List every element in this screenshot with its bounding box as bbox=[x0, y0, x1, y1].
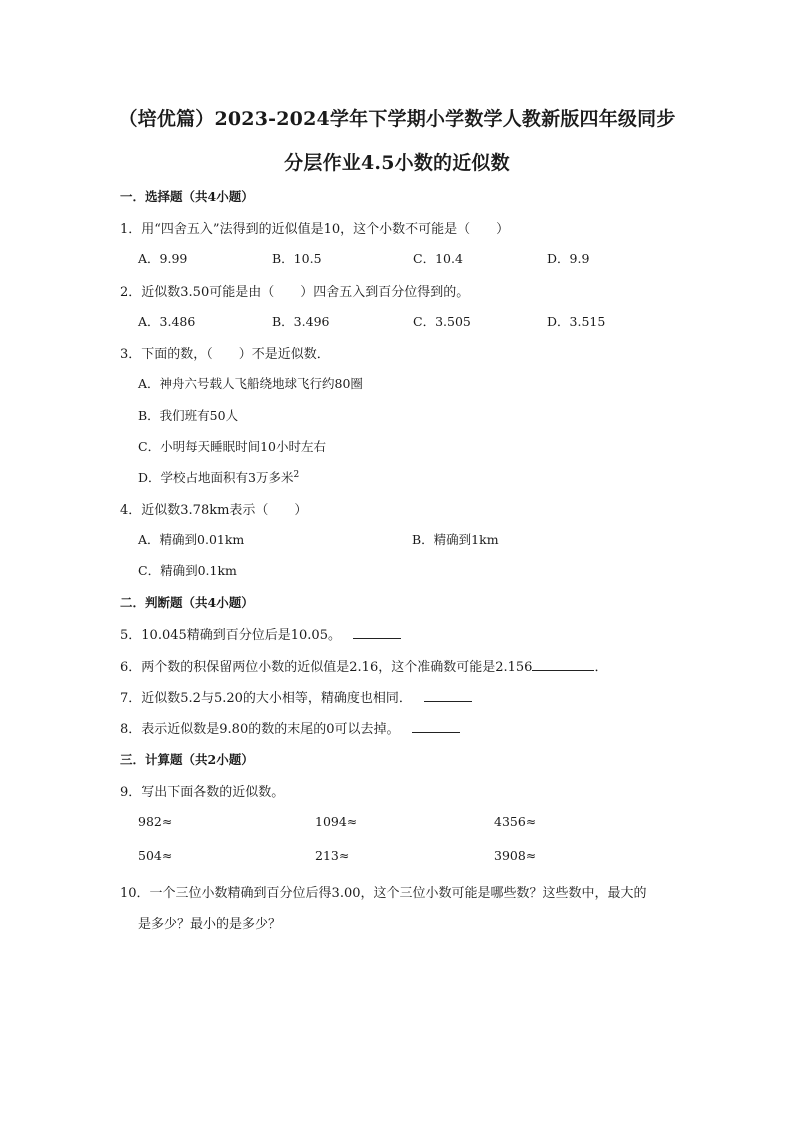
question-3-option-b: B．我们班有50人 bbox=[138, 408, 239, 423]
question-2-stem: 2．近似数3.50可能是由（ ）四舍五入到百分位得到的。 bbox=[120, 285, 470, 300]
question-1-option-c: C．10.4 bbox=[413, 251, 463, 266]
question-4-option-a: A．精确到0.01km bbox=[138, 532, 245, 547]
section-heading-choice: 一．选择题（共4小题） bbox=[120, 189, 254, 204]
question-3-option-c: C．小明每天睡眠时间10小时左右 bbox=[138, 439, 326, 454]
question-2-option-c: C．3.505 bbox=[413, 314, 471, 329]
doc-title-line1: （培优篇）2023-2024学年下学期小学数学人教新版四年级同步 bbox=[118, 108, 676, 130]
question-8-stem: 8．表示近似数是9.80的数的末尾的0可以去掉。 bbox=[120, 722, 400, 737]
question-3-option-d-text: D．学校占地面积有3万多米 bbox=[138, 470, 294, 485]
question-6-end: ． bbox=[594, 660, 608, 675]
question-1-stem: 1．用“四舍五入”法得到的近似值是10，这个小数不可能是（ ） bbox=[120, 222, 510, 237]
approx-item: 982≈ bbox=[138, 814, 173, 829]
question-5-stem: 5．10.045精确到百分位后是10.05。 bbox=[120, 628, 341, 643]
question-1-option-a: A．9.99 bbox=[138, 251, 188, 266]
approx-item: 504≈ bbox=[138, 848, 173, 863]
question-9-stem: 9．写出下面各数的近似数。 bbox=[120, 785, 285, 800]
answer-blank[interactable] bbox=[412, 720, 460, 733]
question-2-option-d: D．3.515 bbox=[547, 314, 606, 329]
square-unit-superscript: 2 bbox=[293, 469, 300, 480]
question-8 bbox=[120, 718, 460, 737]
question-4-stem: 4．近似数3.78km表示（ ） bbox=[120, 503, 308, 518]
question-10-line1: 10．一个三位小数精确到百分位后得3.00，这个三位小数可能是哪些数？这些数中，最大的 bbox=[120, 886, 647, 901]
question-5 bbox=[120, 624, 401, 643]
question-3-stem: 3．下面的数，（ ）不是近似数． bbox=[120, 347, 330, 362]
approx-item: 213≈ bbox=[315, 848, 350, 863]
question-6 bbox=[120, 656, 607, 675]
answer-blank[interactable] bbox=[424, 689, 472, 702]
answer-blank[interactable] bbox=[353, 626, 401, 639]
question-4-option-b: B．精确到1km bbox=[412, 532, 499, 547]
question-7 bbox=[120, 687, 472, 706]
question-4-option-c: C．精确到0.1km bbox=[138, 563, 237, 578]
question-1-option-d: D．9.9 bbox=[547, 251, 590, 266]
section-heading-calculation: 三．计算题（共2小题） bbox=[120, 752, 254, 767]
question-1-option-b: B．10.5 bbox=[272, 251, 322, 266]
question-3-option-a: A．神舟六号载人飞船绕地球飞行约80圈 bbox=[138, 376, 363, 391]
section-heading-judgment: 二．判断题（共4小题） bbox=[120, 595, 254, 610]
question-10-line2: 是多少？最小的是多少？ bbox=[138, 917, 282, 932]
question-3-option-d bbox=[138, 468, 299, 486]
approx-item: 3908≈ bbox=[494, 848, 537, 863]
doc-title-line2: 分层作业4.5小数的近似数 bbox=[284, 152, 510, 174]
question-6-stem: 6．两个数的积保留两位小数的近似值是2.16，这个准确数可能是2.156 bbox=[120, 660, 533, 675]
question-7-stem: 7．近似数5.2与5.20的大小相等，精确度也相同． bbox=[120, 691, 412, 706]
answer-blank[interactable] bbox=[532, 658, 594, 671]
question-2-option-a: A．3.486 bbox=[138, 314, 196, 329]
question-2-option-b: B．3.496 bbox=[272, 314, 330, 329]
approx-item: 1094≈ bbox=[315, 814, 358, 829]
approx-item: 4356≈ bbox=[494, 814, 537, 829]
